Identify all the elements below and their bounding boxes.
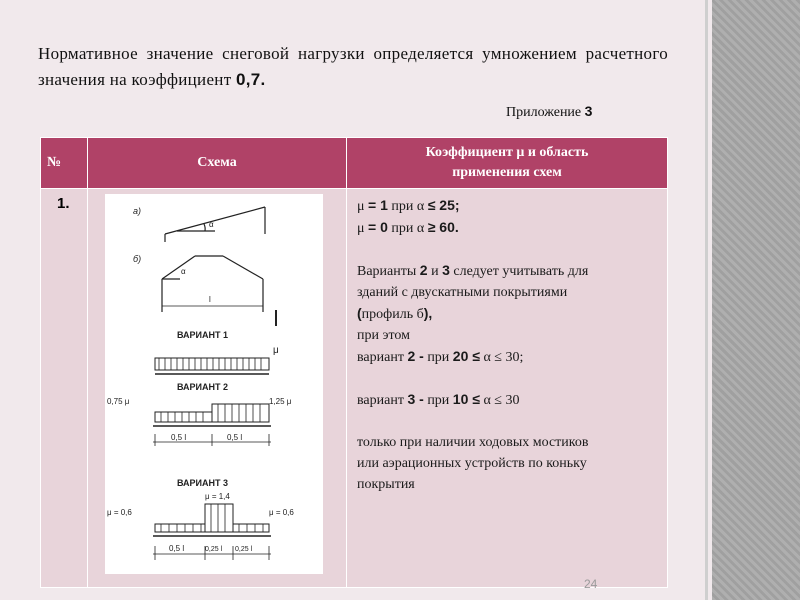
variant2-left-coef: 0,75 μ: [107, 397, 130, 406]
label-b: б): [133, 254, 142, 264]
variant3-left-block: [155, 524, 205, 532]
coefficient-text-pre: Варианты: [357, 264, 420, 279]
variant3-right-coef: μ = 0,6: [269, 508, 294, 517]
coefficient-text-bold: (: [357, 305, 362, 321]
coefficient-text-pre: покрытия: [357, 477, 415, 492]
coefficient-text-mid: и: [427, 264, 443, 279]
intro-paragraph: [38, 41, 668, 93]
coefficient-text-bold2: ),: [423, 305, 433, 321]
variant1-mu: μ: [273, 345, 279, 356]
coefficient-text-bold2: ≥ 60.: [427, 219, 459, 235]
variant2-left-block: [155, 412, 212, 422]
page-number: 24: [584, 577, 598, 591]
table-header-row: [41, 138, 668, 189]
line-gap: [357, 239, 659, 260]
variant2-right-block: [212, 404, 269, 422]
variant2-load-arrows: [161, 404, 260, 422]
coefficient-text-mid: при: [423, 393, 453, 408]
coefficient-text-line: [357, 217, 659, 239]
coefficient-text-post: α ≤ 30: [479, 393, 520, 408]
variant3-quarter-span-left: 0,25 l: [205, 546, 223, 553]
line-gap: [357, 368, 659, 389]
scheme-cell: [88, 189, 347, 588]
variant3-left-coef: μ = 0,6: [107, 508, 132, 517]
coefficient-text-line: [357, 260, 659, 282]
coefficient-text-pre: зданий с двускатными покрытиями: [357, 285, 568, 300]
snow-load-table: [40, 137, 668, 588]
gable-roof-drawing: [162, 256, 263, 312]
coefficient-text-pre: μ: [357, 221, 369, 236]
appendix-text: Приложение: [506, 105, 585, 120]
coefficient-text-mid: профиль б: [361, 307, 424, 322]
coefficient-text-line: [357, 346, 659, 368]
coefficient-text-pre: только при наличии ходовых мостиков: [357, 435, 589, 450]
variant1-label: ВАРИАНТ 1: [177, 330, 229, 340]
coefficient-text-line: [357, 195, 659, 217]
coefficient-text-pre: μ: [357, 199, 369, 214]
row-number: 1.: [41, 189, 88, 588]
coefficient-text-post: α ≤ 30;: [479, 350, 524, 365]
coefficient-text-post: следует учитывать для: [449, 264, 589, 279]
variant3-load-arrows: [161, 504, 263, 532]
coefficient-text-line: [357, 389, 659, 411]
coefficient-text-line: [357, 303, 659, 325]
coefficient-text-mid: при α: [387, 199, 428, 214]
variant3-half-span: 0,5 l: [169, 544, 185, 553]
coefficient-text-pre: или аэрационных устройств по коньку: [357, 456, 587, 471]
coefficient-text-line: [357, 453, 659, 474]
header-coefficient-line1: Коэффициент μ и область: [425, 145, 589, 160]
coefficient-description-cell: [347, 189, 668, 588]
variant3-mid-block: [205, 504, 233, 532]
coefficient-text-bold: 3 -: [407, 391, 424, 407]
coefficient-text-bold: = 1: [368, 197, 388, 213]
variant3-label: ВАРИАНТ 3: [177, 478, 229, 488]
variant1-load-arrows: [159, 358, 261, 370]
line-gap: [357, 411, 659, 432]
label-a: а): [133, 206, 142, 216]
alpha-label-a: α: [209, 220, 214, 229]
coefficient-text-line: [357, 282, 659, 303]
header-number: №: [41, 138, 88, 189]
coefficient-text-mid: при: [423, 350, 453, 365]
coefficient-text-line: [357, 432, 659, 453]
variant2-right-coef: 1,25 μ: [269, 397, 292, 406]
coefficient-text-bold: 2: [419, 262, 428, 278]
variant3-quarter-span-right: 0,25 l: [235, 546, 253, 553]
side-divider-line: [705, 0, 708, 600]
coefficient-text-bold2: 10 ≤: [452, 391, 480, 407]
coefficient-text-pre: вариант: [357, 393, 408, 408]
coefficient-text-mid: при α: [387, 221, 428, 236]
variant3-mid-coef: μ = 1,4: [205, 492, 230, 501]
appendix-label: [506, 103, 592, 121]
alpha-label-b: α: [181, 267, 186, 276]
table-row: [41, 189, 668, 588]
header-scheme: Схема: [88, 138, 347, 189]
mono-pitch-roof-drawing: [165, 207, 265, 242]
coefficient-text-line: [357, 325, 659, 346]
intro-coefficient: 0,7.: [235, 70, 266, 89]
coefficient-text-line: [357, 474, 659, 495]
variant1-load-block: [155, 358, 269, 370]
coefficient-text-bold2: 20 ≤: [452, 348, 480, 364]
header-coefficient-line2: применения схем: [452, 165, 562, 180]
coefficient-text-bold: = 0: [368, 219, 388, 235]
span-label: l: [209, 295, 211, 304]
appendix-number: 3: [584, 103, 593, 119]
variant2-half-span-left: 0,5 l: [171, 433, 187, 442]
coefficient-text-pre: при этом: [357, 328, 411, 343]
coefficient-text-bold: 2 -: [407, 348, 424, 364]
variant2-half-span-right: 0,5 l: [227, 433, 243, 442]
coefficient-text-bold2: 3: [442, 262, 450, 278]
variant2-label: ВАРИАНТ 2: [177, 382, 229, 392]
coefficient-text-pre: вариант: [357, 350, 408, 365]
variant3-right-block: [233, 524, 269, 532]
header-coefficient: [347, 138, 668, 189]
intro-text: Нормативное значение снеговой нагрузки определяется умножением расчетного значения на коэффициент: [38, 44, 668, 89]
coefficient-text-bold2: ≤ 25;: [427, 197, 460, 213]
decorative-side-band: [712, 0, 800, 600]
snow-load-scheme-diagram: [105, 194, 323, 574]
